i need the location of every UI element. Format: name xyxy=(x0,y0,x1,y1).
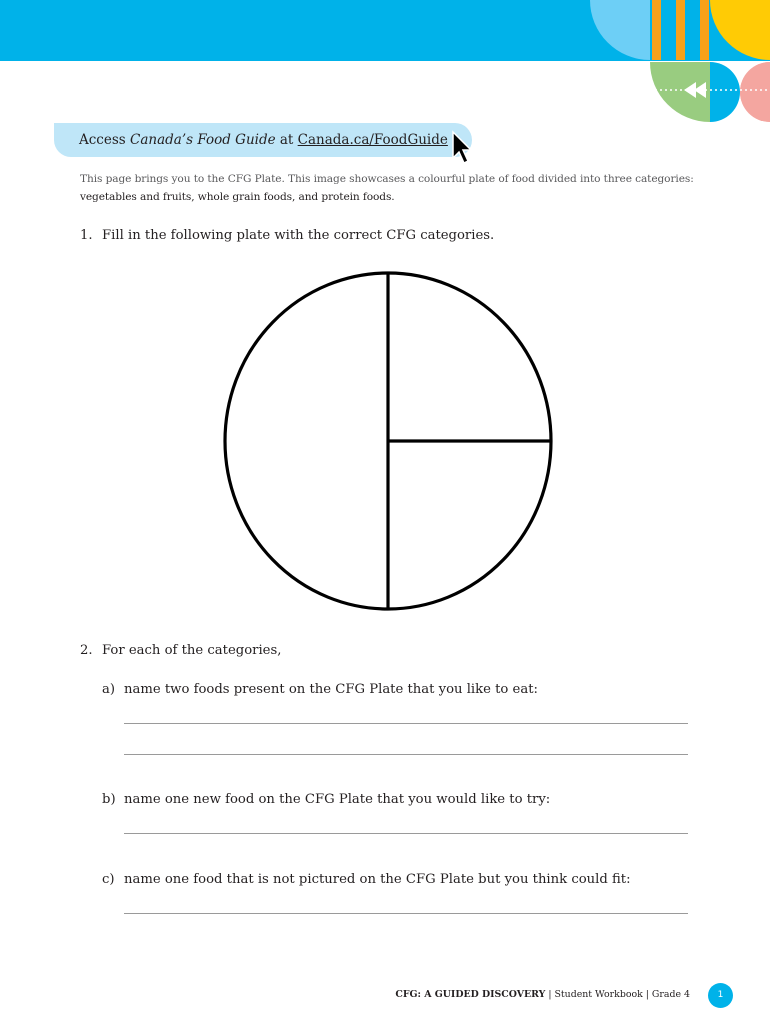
question-text: For each of the categories, xyxy=(102,643,282,658)
answer-line[interactable] xyxy=(124,833,688,834)
guide-name: Canada’s Food Guide xyxy=(130,132,276,148)
access-text xyxy=(79,132,448,148)
subquestion-text: name two foods present on the CFG Plate that you like to eat: xyxy=(124,682,538,697)
page-number-badge: 1 xyxy=(708,983,733,1008)
access-banner xyxy=(54,123,472,157)
footer-brand: CFG: A GUIDED DISCOVERY xyxy=(395,989,546,1000)
footer xyxy=(395,989,690,1000)
access-prefix: Access xyxy=(79,132,131,148)
intro-line-2: vegetables and fruits, whole grain foods, and protein foods. xyxy=(80,191,395,203)
intro-paragraph xyxy=(80,170,720,206)
access-at: at xyxy=(275,132,298,148)
question-number: 1. xyxy=(80,228,93,243)
question-number: 2. xyxy=(80,643,93,658)
footer-details: | Student Workbook | Grade 4 xyxy=(545,989,690,1000)
answer-line[interactable] xyxy=(124,723,688,724)
answer-line[interactable] xyxy=(124,754,688,755)
intro-line-1: This page brings you to the CFG Plate. This image showcases a colourful plate of food divided into three categories: xyxy=(80,173,694,185)
question-text: Fill in the following plate with the correct CFG categories. xyxy=(102,228,495,243)
subquestion-text: name one new food on the CFG Plate that you would like to try: xyxy=(124,792,551,807)
subquestion-text: name one food that is not pictured on the CFG Plate but you think could fit: xyxy=(124,872,631,887)
subquestion-letter: a) xyxy=(102,682,116,697)
decorative-shapes xyxy=(0,0,770,130)
food-guide-link[interactable]: Canada.ca/FoodGuide xyxy=(297,132,448,148)
subquestion-letter: c) xyxy=(102,872,115,887)
cfg-plate-diagram[interactable] xyxy=(218,266,558,616)
answer-line[interactable] xyxy=(124,913,688,914)
subquestion-letter: b) xyxy=(102,792,116,807)
mouse-cursor-icon xyxy=(451,130,473,166)
